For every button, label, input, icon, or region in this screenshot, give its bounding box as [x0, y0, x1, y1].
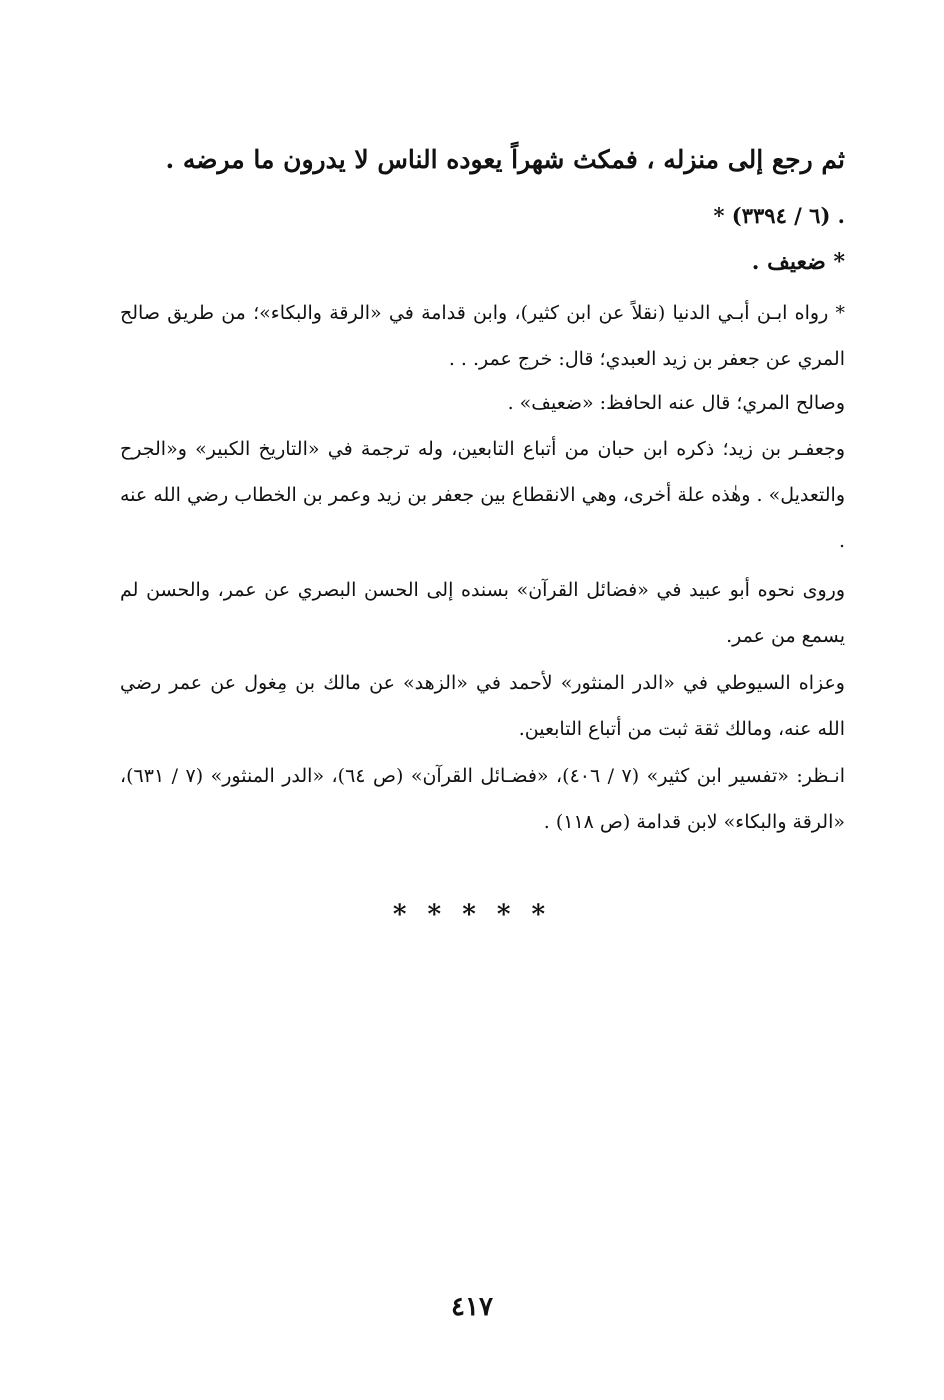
takhrij-paragraph: * رواه ابـن أبـي الدنيا (نقلاً عن ابن كثير)، وابن قدامة في «الرقة والبكاء»؛ من طريق صالح المري عن جعفر بن زيد العبدي؛ قال: خرج عمر. . . — [120, 302, 845, 370]
attribution-paragraph: وعزاه السيوطي في «الدر المنثور» لأحمد في «الزهد» عن مالك بن مِغول عن عمر رضي الله عنه، ومالك ثقة ثبت من أتباع التابعين. — [120, 672, 845, 740]
references-paragraph: انـظر: «تفسير ابن كثير» (٧ / ٤٠٦)، «فضـائل القرآن» (ص ٦٤)، «الدر المنثور» (٧ / ٦٣١)، «الرقة والبكاء» لابن قدامة (ص ١١٨) . — [120, 765, 845, 833]
page-number: ٤١٧ — [451, 1292, 493, 1322]
hadith-grade: * ضعيف . — [751, 249, 845, 275]
hadith-reference: * (٦ / ٣٣٩٤) . — [713, 203, 845, 228]
narrator-note-paragraph: وصالح المري؛ قال عنه الحافظ: «ضعيف» . — [507, 392, 845, 414]
narrator-note-paragraph: وجعفـر بن زيد؛ ذكره ابن حبان من أتباع التابعين، وله ترجمة في «التاريخ الكبير» و«الجرح والتعديل» . وهٰذه علة أخرى، وهي الانقطاع بين جعفر بن زيد وعمر بن الخطاب رضي الله عنه . — [120, 438, 845, 552]
narration-ending: ثم رجع إلى منزله ، فمكث شهراً يعوده الناس لا يدرون ما مرضه . — [165, 145, 845, 174]
alternate-chain-paragraph: وروى نحوه أبو عبيد في «فضائل القرآن» بسنده إلى الحسن البصري عن عمر، والحسن لم يسمع من عمر. — [120, 579, 845, 647]
section-separator: * * * * * — [392, 900, 552, 930]
